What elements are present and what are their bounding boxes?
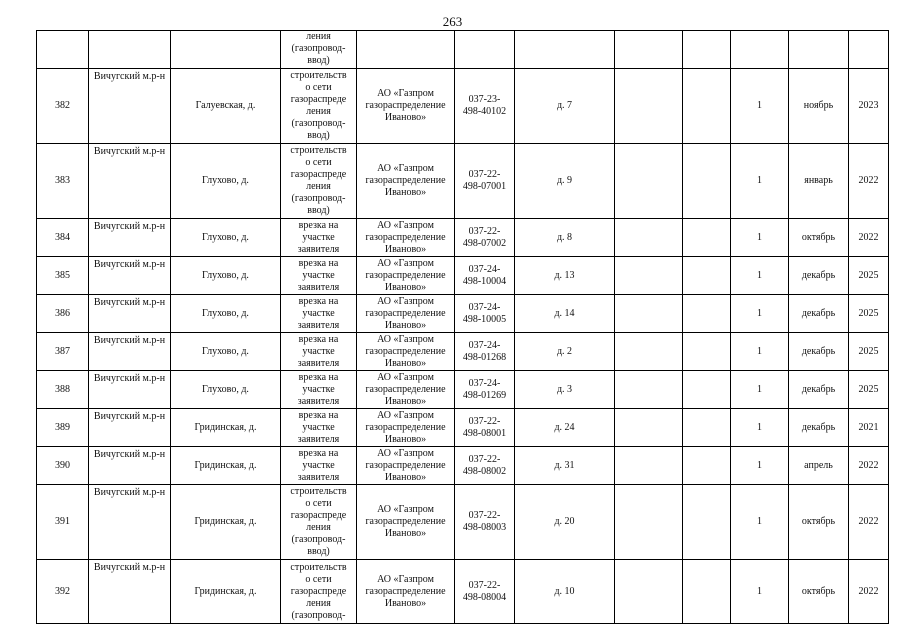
- address-cell: д. 20: [515, 485, 615, 560]
- code-cell: 037-24- 498-01268: [455, 333, 515, 371]
- organization-cell: АО «Газпром газораспределение Иваново»: [357, 295, 455, 333]
- year-cell: 2022: [849, 219, 889, 257]
- district-cell: Вичугский м.р-н: [89, 485, 171, 560]
- year-cell: 2025: [849, 333, 889, 371]
- district-cell: Вичугский м.р-н: [89, 69, 171, 144]
- organization-cell: АО «Газпром газораспределение Иваново»: [357, 560, 455, 624]
- row-number: 390: [37, 447, 89, 485]
- quantity-cell: 1: [731, 371, 789, 409]
- locality-cell: Глухово, д.: [171, 371, 281, 409]
- address-cell: д. 31: [515, 447, 615, 485]
- gas-connection-table: [36, 30, 889, 624]
- quantity-cell: 1: [731, 144, 789, 219]
- empty-cell: [683, 257, 731, 295]
- locality-cell: Гридинская, д.: [171, 409, 281, 447]
- object-type-cell: врезка на участке заявителя: [281, 371, 357, 409]
- locality-cell: Глухово, д.: [171, 257, 281, 295]
- organization-cell: АО «Газпром газораспределение Иваново»: [357, 144, 455, 219]
- table-row: [37, 295, 889, 333]
- empty-cell: [615, 219, 683, 257]
- row-number: 382: [37, 69, 89, 144]
- quantity-cell: 1: [731, 560, 789, 624]
- table-row: [37, 333, 889, 371]
- table-row-continued: [37, 31, 889, 69]
- organization-cell: АО «Газпром газораспределение Иваново»: [357, 333, 455, 371]
- month-cell: октябрь: [789, 560, 849, 624]
- object-type-cell: врезка на участке заявителя: [281, 409, 357, 447]
- code-cell: 037-22- 498-08002: [455, 447, 515, 485]
- district-cell: Вичугский м.р-н: [89, 371, 171, 409]
- row-number: 392: [37, 560, 89, 624]
- address-cell: д. 14: [515, 295, 615, 333]
- address-cell: д. 13: [515, 257, 615, 295]
- district-cell: Вичугский м.р-н: [89, 560, 171, 624]
- empty-cell: [515, 31, 615, 69]
- empty-cell: [615, 333, 683, 371]
- row-number: 386: [37, 295, 89, 333]
- locality-cell: Глухово, д.: [171, 333, 281, 371]
- locality-cell: Галуевская, д.: [171, 69, 281, 144]
- address-cell: д. 2: [515, 333, 615, 371]
- quantity-cell: 1: [731, 69, 789, 144]
- year-cell: 2022: [849, 485, 889, 560]
- empty-cell: [849, 31, 889, 69]
- row-number: 389: [37, 409, 89, 447]
- quantity-cell: 1: [731, 295, 789, 333]
- empty-cell: [37, 31, 89, 69]
- address-cell: д. 7: [515, 69, 615, 144]
- empty-cell: [615, 69, 683, 144]
- empty-cell: [615, 295, 683, 333]
- code-cell: 037-22- 498-08004: [455, 560, 515, 624]
- object-type-cell: врезка на участке заявителя: [281, 447, 357, 485]
- row-number: 383: [37, 144, 89, 219]
- empty-cell: [683, 69, 731, 144]
- table-row: [37, 257, 889, 295]
- organization-cell: АО «Газпром газораспределение Иваново»: [357, 447, 455, 485]
- empty-cell: [615, 144, 683, 219]
- month-cell: декабрь: [789, 257, 849, 295]
- empty-cell: [683, 31, 731, 69]
- table-row: [37, 447, 889, 485]
- address-cell: д. 9: [515, 144, 615, 219]
- table-row: [37, 219, 889, 257]
- month-cell: октябрь: [789, 485, 849, 560]
- year-cell: 2023: [849, 69, 889, 144]
- empty-cell: [615, 409, 683, 447]
- row-number: 385: [37, 257, 89, 295]
- empty-cell: [683, 371, 731, 409]
- empty-cell: [455, 31, 515, 69]
- organization-cell: АО «Газпром газораспределение Иваново»: [357, 485, 455, 560]
- year-cell: 2022: [849, 560, 889, 624]
- year-cell: 2022: [849, 144, 889, 219]
- table-row: [37, 485, 889, 560]
- object-type-cell: врезка на участке заявителя: [281, 333, 357, 371]
- empty-cell: [683, 485, 731, 560]
- object-type-cell: ления (газопровод- ввод): [281, 31, 357, 69]
- locality-cell: Глухово, д.: [171, 144, 281, 219]
- empty-cell: [683, 219, 731, 257]
- district-cell: Вичугский м.р-н: [89, 333, 171, 371]
- object-type-cell: строительств о сети газораспреде ления (газопровод- ввод): [281, 144, 357, 219]
- month-cell: декабрь: [789, 295, 849, 333]
- month-cell: октябрь: [789, 219, 849, 257]
- empty-cell: [89, 31, 171, 69]
- row-number: 387: [37, 333, 89, 371]
- code-cell: 037-22- 498-08001: [455, 409, 515, 447]
- organization-cell: АО «Газпром газораспределение Иваново»: [357, 219, 455, 257]
- table-row: [37, 69, 889, 144]
- page-number: 263: [442, 14, 463, 29]
- address-cell: д. 10: [515, 560, 615, 624]
- empty-cell: [789, 31, 849, 69]
- code-cell: 037-22- 498-07001: [455, 144, 515, 219]
- quantity-cell: 1: [731, 409, 789, 447]
- year-cell: 2021: [849, 409, 889, 447]
- month-cell: декабрь: [789, 371, 849, 409]
- empty-cell: [615, 560, 683, 624]
- code-cell: 037-22- 498-07002: [455, 219, 515, 257]
- code-cell: 037-23- 498-40102: [455, 69, 515, 144]
- empty-cell: [731, 31, 789, 69]
- district-cell: Вичугский м.р-н: [89, 257, 171, 295]
- table-row: [37, 409, 889, 447]
- organization-cell: АО «Газпром газораспределение Иваново»: [357, 409, 455, 447]
- month-cell: январь: [789, 144, 849, 219]
- locality-cell: Гридинская, д.: [171, 447, 281, 485]
- year-cell: 2025: [849, 295, 889, 333]
- quantity-cell: 1: [731, 485, 789, 560]
- quantity-cell: 1: [731, 447, 789, 485]
- locality-cell: Гридинская, д.: [171, 485, 281, 560]
- empty-cell: [683, 295, 731, 333]
- month-cell: апрель: [789, 447, 849, 485]
- organization-cell: АО «Газпром газораспределение Иваново»: [357, 257, 455, 295]
- empty-cell: [683, 560, 731, 624]
- row-number: 384: [37, 219, 89, 257]
- address-cell: д. 8: [515, 219, 615, 257]
- address-cell: д. 3: [515, 371, 615, 409]
- year-cell: 2025: [849, 371, 889, 409]
- row-number: 391: [37, 485, 89, 560]
- code-cell: 037-24- 498-01269: [455, 371, 515, 409]
- empty-cell: [615, 371, 683, 409]
- month-cell: ноябрь: [789, 69, 849, 144]
- organization-cell: АО «Газпром газораспределение Иваново»: [357, 69, 455, 144]
- organization-cell: АО «Газпром газораспределение Иваново»: [357, 371, 455, 409]
- code-cell: 037-22- 498-08003: [455, 485, 515, 560]
- month-cell: декабрь: [789, 333, 849, 371]
- empty-cell: [357, 31, 455, 69]
- table-row: [37, 371, 889, 409]
- district-cell: Вичугский м.р-н: [89, 295, 171, 333]
- locality-cell: Глухово, д.: [171, 219, 281, 257]
- year-cell: 2022: [849, 447, 889, 485]
- district-cell: Вичугский м.р-н: [89, 447, 171, 485]
- empty-cell: [171, 31, 281, 69]
- district-cell: Вичугский м.р-н: [89, 144, 171, 219]
- empty-cell: [683, 447, 731, 485]
- table-body: [37, 31, 889, 624]
- quantity-cell: 1: [731, 333, 789, 371]
- locality-cell: Гридинская, д.: [171, 560, 281, 624]
- object-type-cell: врезка на участке заявителя: [281, 219, 357, 257]
- object-type-cell: врезка на участке заявителя: [281, 257, 357, 295]
- table-row: [37, 560, 889, 624]
- empty-cell: [683, 144, 731, 219]
- address-cell: д. 24: [515, 409, 615, 447]
- year-cell: 2025: [849, 257, 889, 295]
- table-row: [37, 144, 889, 219]
- object-type-cell: строительств о сети газораспреде ления (газопровод- ввод): [281, 69, 357, 144]
- district-cell: Вичугский м.р-н: [89, 219, 171, 257]
- empty-cell: [615, 485, 683, 560]
- empty-cell: [615, 257, 683, 295]
- quantity-cell: 1: [731, 257, 789, 295]
- empty-cell: [683, 333, 731, 371]
- empty-cell: [615, 31, 683, 69]
- quantity-cell: 1: [731, 219, 789, 257]
- month-cell: декабрь: [789, 409, 849, 447]
- empty-cell: [683, 409, 731, 447]
- code-cell: 037-24- 498-10005: [455, 295, 515, 333]
- object-type-cell: строительств о сети газораспреде ления (газопровод-: [281, 560, 357, 624]
- locality-cell: Глухово, д.: [171, 295, 281, 333]
- row-number: 388: [37, 371, 89, 409]
- object-type-cell: врезка на участке заявителя: [281, 295, 357, 333]
- empty-cell: [615, 447, 683, 485]
- district-cell: Вичугский м.р-н: [89, 409, 171, 447]
- code-cell: 037-24- 498-10004: [455, 257, 515, 295]
- object-type-cell: строительств о сети газораспреде ления (газопровод- ввод): [281, 485, 357, 560]
